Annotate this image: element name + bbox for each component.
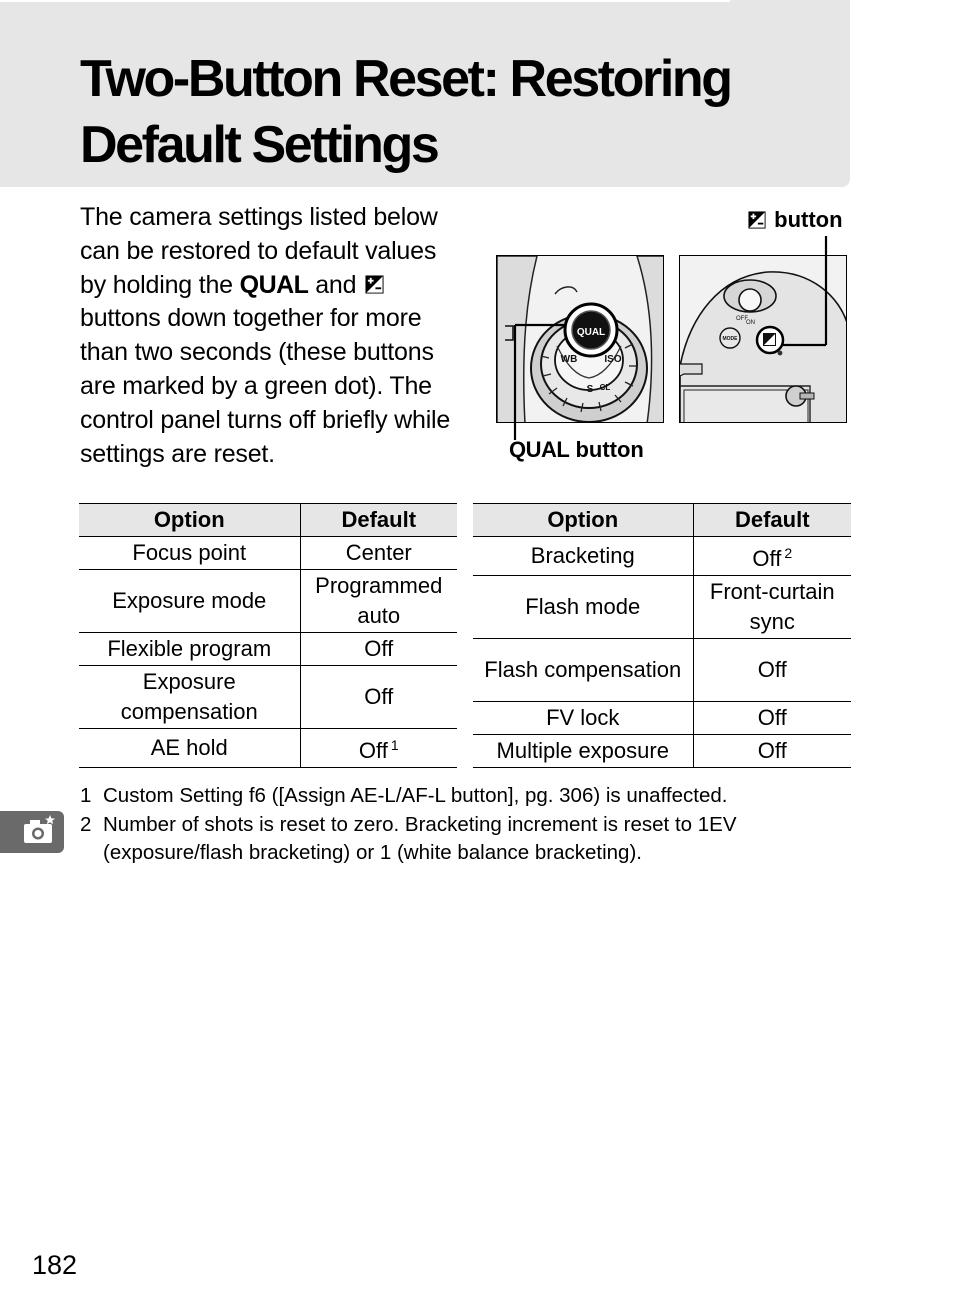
column-header-default: Default [300,504,457,537]
table-row [79,666,457,729]
default-cell: Off [300,633,457,666]
intro-paragraph [80,201,460,471]
page-title-line2: Default Settings [80,116,438,174]
column-header-option: Option [473,504,693,537]
footnote-text: Custom Setting f6 ([Assign AE-L/AF-L button], pg. 306) is unaffected. [103,784,728,807]
column-header-default: Default [693,504,851,537]
page-number: 182 [32,1250,78,1280]
table-header-row [473,504,851,537]
camera-release-mode-dial-illustration [497,256,664,423]
default-cell: Off [300,666,457,729]
option-cell: Exposure compensation [79,666,300,729]
footnote-number: 1 [80,784,92,807]
camera-top-right-photo [679,255,847,423]
table-row [473,537,851,576]
footnote-marker: 2 [784,545,793,561]
table-row [79,633,457,666]
qual-button-callout-label: button [575,437,644,462]
reset-defaults-table-left [79,503,457,768]
camera-settings-icon [0,811,64,853]
title-band-topline [0,0,730,2]
table-header-row [79,504,457,537]
footnote [80,782,800,811]
dial-label-s: S [586,384,594,395]
qual-button-callout [509,437,644,463]
option-cell: FV lock [473,702,693,735]
option-cell: Flexible program [79,633,300,666]
intro-text-2: and [308,270,364,299]
ev-button-callout [746,207,843,233]
default-cell: Off [693,735,851,768]
dial-label-qual: QUAL [576,327,606,338]
column-header-option: Option [79,504,300,537]
page-title-line1: Two-Button Reset: Restoring [80,50,731,108]
footnote-text: Number of shots is reset to zero. Bracketing increment is reset to 1EV (exposure/flash bracketing) or 1 (white balance bracketing). [103,812,737,864]
footnote-marker: 1 [390,737,399,753]
option-cell: AE hold [79,729,300,768]
dial-label-wb: WB [560,354,578,365]
option-cell: Focus point [79,537,300,570]
chapter-side-tab[interactable] [0,811,64,853]
ev-button-callout-label: button [774,207,843,232]
option-cell: Flash compensation [473,639,693,702]
switch-label-on: ON [746,320,755,326]
footnotes [80,782,800,868]
option-cell: Flash mode [473,576,693,639]
default-cell: Center [300,537,457,570]
option-cell: Bracketing [473,537,693,576]
default-cell: Programmed auto [300,570,457,633]
reset-defaults-table-right [473,503,851,768]
default-cell [693,537,851,576]
default-cell: Off [693,702,851,735]
dial-label-cl: CL [599,383,611,392]
dial-label-iso: ISO [604,354,622,365]
table-row [473,639,851,702]
footnote-number: 2 [80,812,92,836]
qual-button-text: QUAL [239,270,309,299]
default-cell: Front-curtain sync [693,576,851,639]
table-row [79,537,457,570]
button-label-mode: MODE [722,336,738,342]
intro-text-1: The camera settings listed below can be restored to default values by holding the [80,203,438,299]
default-cell [300,729,457,768]
default-value: Off [752,546,782,571]
exposure-compensation-icon [748,211,766,229]
table-row [473,735,851,768]
camera-top-left-photo [496,255,664,423]
option-cell: Multiple exposure [473,735,693,768]
footnote [80,811,800,868]
qual-button-callout-key: QUAL [509,437,570,462]
table-row [473,702,851,735]
camera-shutter-area-illustration [680,256,847,423]
switch-label-off: OFF [736,316,748,322]
table-row [473,576,851,639]
exposure-compensation-icon [365,275,384,294]
table-row [79,570,457,633]
page-title [80,46,840,178]
default-value: Off [358,738,388,763]
intro-text-3: buttons down together for more than two seconds (these buttons are marked by a green dot). The control panel turns off briefly while settings are reset. [80,304,451,468]
default-cell: Off [693,639,851,702]
table-row [79,729,457,768]
option-cell: Exposure mode [79,570,300,633]
